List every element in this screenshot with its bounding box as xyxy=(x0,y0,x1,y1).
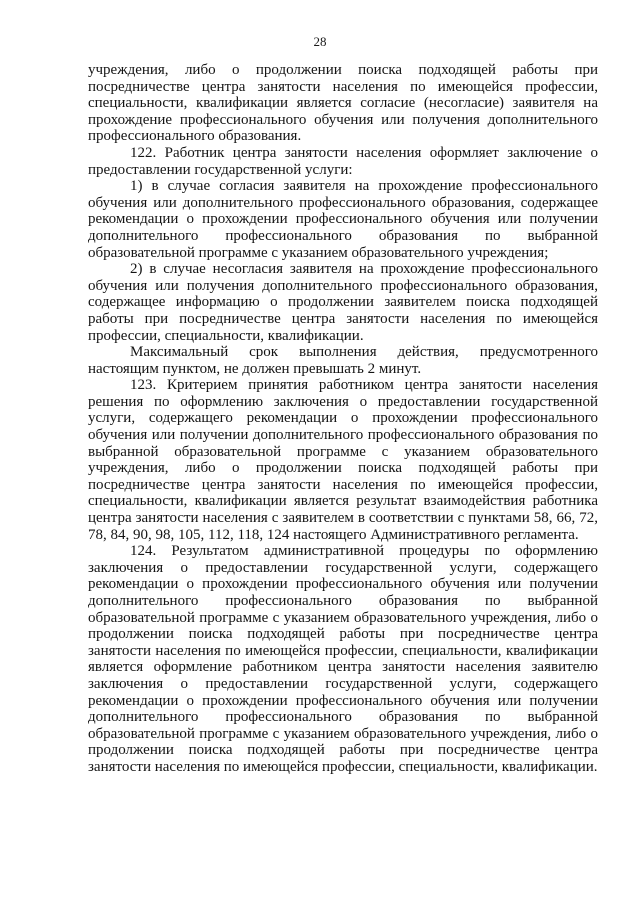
document-body xyxy=(88,62,598,776)
paragraph-124: 124. Результатом административной процедуры по оформлению заключения о предоставлении государственной услуги, содержащего рекомендации о прохождении профессионального обучения или получении дополнительного профессионального образования по выбранной образовательной программе с указанием образовательного учреждения, либо о продолжении поиска подходящей работы при посредничестве центра занятости населения по имеющейся профессии, специальности, квалификации является оформление работником центра занятости населения заявителю заключения о предоставлении государственной услуги, содержащего рекомендации о прохождении профессионального обучения или получении дополнительного профессионального образования по выбранной образовательной программе с указанием образовательного учреждения, либо о продолжении поиска подходящей работы при посредничестве центра занятости населения по имеющейся профессии, специальности, квалификации. xyxy=(88,543,598,775)
paragraph-continuation: учреждения, либо о продолжении поиска подходящей работы при посредничестве центра занятости населения по имеющейся профессии, специальности, квалификации является согласие (несогласие) заявителя на прохождение профессионального обучения или получения дополнительного профессионального образования. xyxy=(88,62,598,145)
paragraph-122-item-2: 2) в случае несогласия заявителя на прохождение профессионального обучения или получения дополнительного профессионального образования, содержащее информацию о продолжении заявителем поиска подходящей работы при посредничестве центра занятости населения по имеющейся профессии, специальности, квалификации. xyxy=(88,261,598,344)
paragraph-time-limit: Максимальный срок выполнения действия, предусмотренного настоящим пунктом, не должен превышать 2 минут. xyxy=(88,344,598,377)
paragraph-122-item-1: 1) в случае согласия заявителя на прохождение профессионального обучения или дополнительного профессионального образования, содержащее рекомендации о прохождении профессионального обучения или получении дополнительного профессионального образования по выбранной образовательной программе с указанием образовательного учреждения; xyxy=(88,178,598,261)
page-number: 28 xyxy=(313,34,327,49)
paragraph-123: 123. Критерием принятия работником центра занятости населения решения по оформлению заключения о предоставлении государственной услуги, содержащего рекомендации о прохождении профессионального обучения или получении дополнительного профессионального образования по выбранной образовательной программе с указанием образовательного учреждения, либо о продолжении поиска подходящей работы при посредничестве центра занятости населения по имеющейся профессии, специальности, квалификации является результат взаимодействия работника центра занятости населения с заявителем в соответствии с пунктами 58, 66, 72, 78, 84, 90, 98, 105, 112, 118, 124 настоящего Административного регламента. xyxy=(88,377,598,543)
paragraph-122: 122. Работник центра занятости населения оформляет заключение о предоставлении государственной услуги: xyxy=(88,144,598,178)
